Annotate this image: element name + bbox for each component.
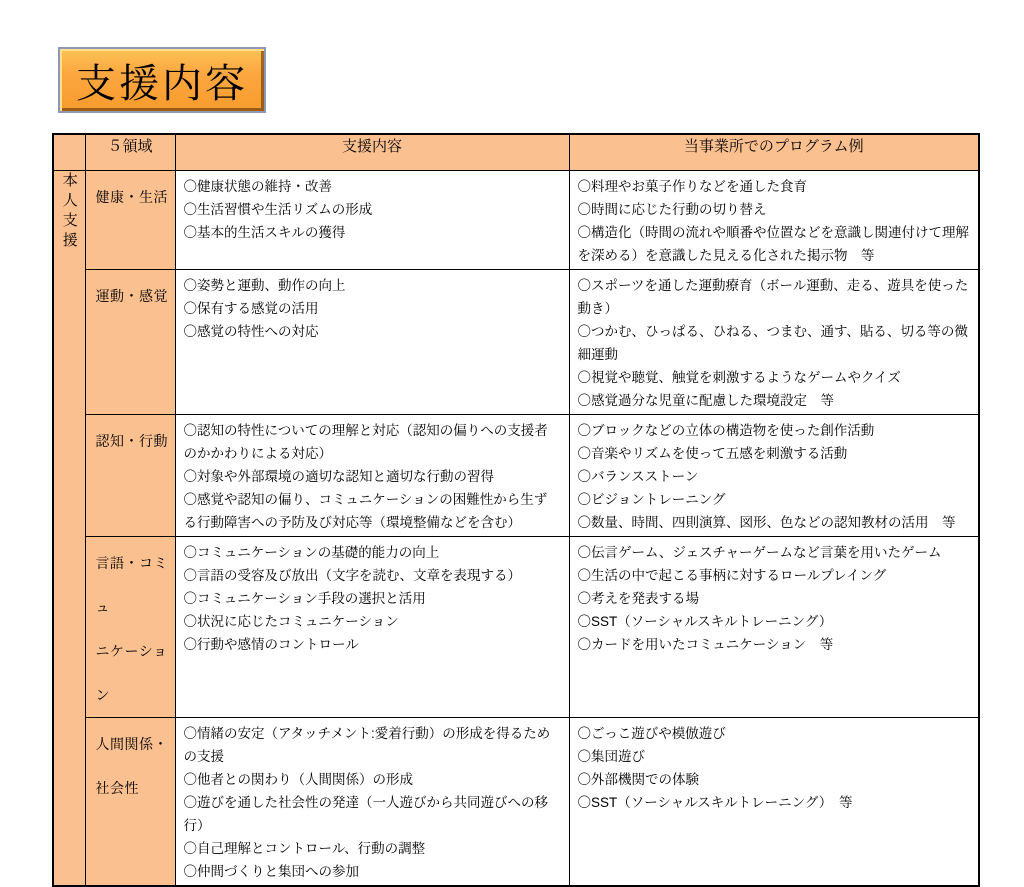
support-cell (175, 717, 569, 886)
domain-cell (85, 414, 175, 536)
support-item: 〇遊びを通した社会性の発達（一人遊びから共同遊びへの移行） (183, 794, 548, 833)
support-item: 〇情緒の安定（アタッチメント:愛着行動）の形成を得るための支援 (183, 725, 551, 764)
program-item: 〇ブロックなどの立体の構造物を使った創作活動 (577, 422, 875, 438)
support-item: 〇言語の受容及び放出（文字を読む、文章を表現する） (183, 567, 521, 583)
program-cell (569, 717, 979, 886)
program-item: 〇料理やお菓子作りなどを通した食育 (577, 178, 807, 194)
table-row (53, 536, 979, 717)
side-label-cell (53, 170, 85, 886)
support-item: 〇生活習慣や生活リズムの形成 (183, 201, 373, 217)
support-item: 〇姿勢と運動、動作の向上 (183, 277, 346, 293)
table-row (53, 717, 979, 886)
program-item: 〇生活の中で起こる事柄に対するロールプレイング (577, 567, 887, 583)
domain-label: 人間関係・ (95, 735, 168, 752)
support-table (52, 133, 980, 887)
support-item: 〇基本的生活スキルの獲得 (183, 224, 346, 240)
table-row (53, 170, 979, 269)
support-item: 〇対象や外部環境の適切な認知と適切な行動の習得 (183, 468, 494, 484)
program-cell (569, 536, 979, 717)
support-cell (175, 170, 569, 269)
page-title-text: 支援内容 (76, 61, 248, 106)
domain-label: 言語・コミュ (95, 554, 168, 615)
support-item: 〇健康状態の維持・改善 (183, 178, 332, 194)
domain-cell (85, 170, 175, 269)
program-item: 〇構造化（時間の流れや順番や位置などを意識し関連付けて理解を深める）を意識した見える化された掲示物 等 (577, 224, 969, 263)
program-item: 〇SST（ソーシャルスキルトレーニング） (577, 613, 833, 629)
domain-cell (85, 269, 175, 414)
domain-label: 運動・感覚 (95, 287, 168, 304)
support-item: 〇他者との関わり（人間関係）の形成 (183, 771, 413, 787)
page-title (58, 47, 266, 113)
domain-label: 認知・行動 (95, 432, 168, 449)
program-item: 〇スポーツを通した運動療育（ボール運動、走る、遊具を使った動き） (577, 277, 969, 316)
support-cell (175, 269, 569, 414)
support-item: 〇行動や感情のコントロール (183, 636, 359, 652)
header-support: 支援内容 (175, 134, 569, 170)
program-item: 〇時間に応じた行動の切り替え (577, 201, 767, 217)
program-cell (569, 414, 979, 536)
support-item: 〇仲間づくりと集団への参加 (183, 863, 359, 879)
program-item: 〇ビジョントレーニング (577, 491, 726, 507)
support-cell (175, 414, 569, 536)
program-item: 〇カードを用いたコミュニケーション 等 (577, 636, 834, 652)
header-domain: ５領域 (85, 134, 175, 170)
program-item: 〇つかむ、ひっぱる、ひねる、つまむ、通す、貼る、切る等の微細運動 (577, 323, 968, 362)
support-item: 〇感覚や認知の偏り、コミュニケーションの困難性から生ずる行動障害への予防及び対応等（環境整備などを含む） (183, 491, 548, 530)
program-item: 〇ごっこ遊びや模倣遊び (577, 725, 726, 741)
program-item: 〇考えを発表する場 (577, 590, 699, 606)
table-row (53, 269, 979, 414)
support-item: 〇認知の特性についての理解と対応（認知の偏りへの支援者のかかわりによる対応） (183, 422, 548, 461)
table-row (53, 414, 979, 536)
domain-cell (85, 536, 175, 717)
support-item: 〇感覚の特性への対応 (183, 323, 319, 339)
support-cell (175, 536, 569, 717)
support-item: 〇自己理解とコントロール、行動の調整 (183, 840, 426, 856)
program-item: 〇外部機関での体験 (577, 771, 699, 787)
domain-cell (85, 717, 175, 886)
program-item: 〇SST（ソーシャルスキルトレーニング） 等 (577, 794, 853, 810)
program-item: 〇バランスストーン (577, 468, 699, 484)
support-item: 〇コミュニケーションの基礎的能力の向上 (183, 544, 440, 560)
header-corner-cell (53, 134, 85, 170)
support-item: 〇状況に応じたコミュニケーション (183, 613, 399, 629)
program-item: 〇音楽やリズムを使って五感を刺激する活動 (577, 445, 848, 461)
program-item: 〇数量、時間、四則演算、図形、色などの認知教材の活用 等 (577, 514, 956, 530)
support-table-container (52, 133, 978, 887)
header-row (53, 134, 979, 170)
domain-label: 社会性 (95, 779, 139, 796)
program-item: 〇感覚過分な児童に配慮した環境設定 等 (577, 392, 834, 408)
support-item: 〇保有する感覚の活用 (183, 300, 319, 316)
program-cell (569, 269, 979, 414)
support-item: 〇コミュニケーション手段の選択と活用 (183, 590, 426, 606)
program-item: 〇視覚や聴覚、触覚を刺激するようなゲームやクイズ (577, 369, 901, 385)
header-program: 当事業所でのプログラム例 (569, 134, 979, 170)
program-item: 〇伝言ゲーム、ジェスチャーゲームなど言葉を用いたゲーム (577, 544, 942, 560)
program-cell (569, 170, 979, 269)
side-label: 本人支援 (60, 171, 78, 252)
domain-label: 健康・生活 (95, 188, 168, 205)
domain-label: ニケーション (95, 642, 168, 703)
program-item: 〇集団遊び (577, 748, 645, 764)
